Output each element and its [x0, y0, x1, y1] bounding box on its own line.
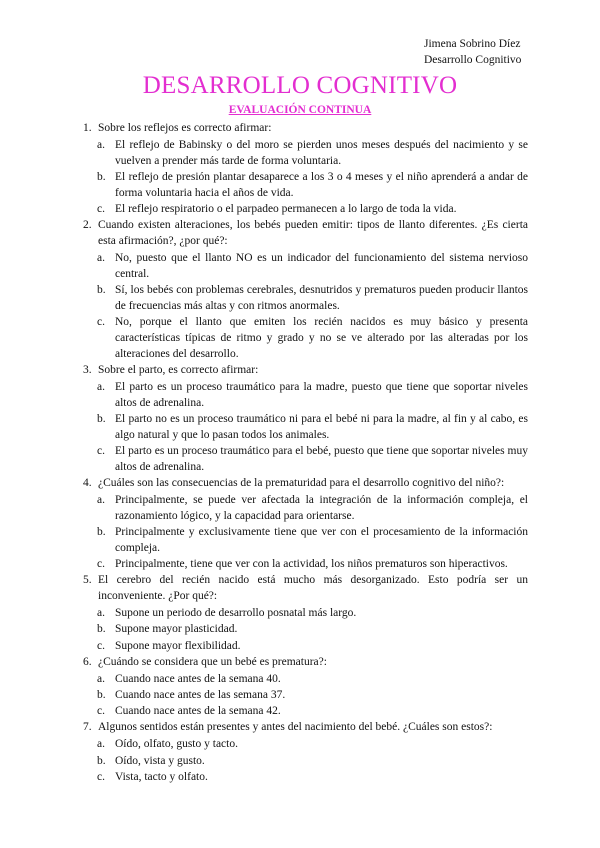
quiz-questions: [83, 121, 528, 786]
option-letter: a.: [97, 606, 105, 619]
option-text: Supone mayor plasticidad.: [115, 623, 238, 636]
option-letter: b.: [97, 623, 106, 636]
subtitle-text: EVALUACIÓN CONTINUA: [228, 104, 372, 116]
option-list: [83, 606, 528, 654]
option-letter: a.: [97, 672, 105, 685]
option-text: Supone un periodo de desarrollo posnatal más largo.: [115, 606, 357, 619]
answer-option: [83, 639, 528, 655]
option-letter: a.: [97, 738, 105, 751]
document-subtitle: [0, 104, 600, 116]
option-text: El reflejo respiratorio o el parpadeo permanecen a lo largo de toda la vida.: [115, 202, 457, 215]
option-letter: a.: [97, 380, 105, 393]
answer-option: [83, 754, 528, 770]
option-list: [83, 380, 528, 476]
answer-option: [83, 525, 528, 557]
option-text: Oído, olfato, gusto y tacto.: [115, 738, 238, 751]
question-number: 1.: [83, 122, 92, 134]
option-text: Vista, tacto y olfato.: [115, 770, 208, 783]
answer-option: [83, 672, 528, 688]
course-name: Desarrollo Cognitivo: [424, 54, 522, 66]
question-item: [83, 218, 528, 250]
option-letter: b.: [97, 170, 106, 183]
option-text: El parto es un proceso traumático para el bebé, puesto que tiene que soportar niveles muy altos de adrenalina.: [115, 444, 528, 473]
option-letter: a.: [97, 138, 105, 151]
option-letter: c.: [97, 705, 105, 718]
option-list: [83, 672, 528, 720]
option-text: Oído, vista y gusto.: [115, 754, 205, 767]
answer-option: [83, 138, 528, 170]
option-text: No, puesto que el llanto NO es un indicador del funcionamiento del sistema nervioso central.: [115, 251, 528, 280]
question-number: 7.: [83, 721, 92, 734]
answer-option: [83, 770, 528, 786]
option-text: El parto no es un proceso traumático ni para el bebé ni para la madre, al fin y al cabo, es algo natural y que lo pasan todos los animales.: [115, 412, 528, 441]
option-text: No, porque el llanto que emiten los recién nacidos es muy básico y presenta características típicas de ritmo y grado y no se ve alterado por las alteradas por los alteraciones del desarrollo.: [115, 316, 528, 360]
question-item: [83, 363, 528, 379]
answer-option: [83, 315, 528, 362]
option-text: El reflejo de Babinsky o del moro se pierden unos meses después del nacimiento y se vuelven a prender más tarde de forma voluntaria.: [115, 138, 528, 167]
option-letter: b.: [97, 412, 106, 425]
option-text: Principalmente y exclusivamente tiene que ver con el procesamiento de la información compleja.: [115, 525, 528, 554]
question-number: 2.: [83, 219, 92, 232]
option-text: Principalmente, tiene que ver con la actividad, los niños prematuros son hiperactivos.: [115, 558, 508, 571]
answer-option: [83, 202, 528, 218]
question-item: [83, 476, 528, 492]
option-letter: c.: [97, 639, 105, 652]
option-text: Supone mayor flexibilidad.: [115, 639, 241, 652]
answer-option: [83, 557, 528, 573]
document-header: [424, 36, 521, 68]
answer-option: [83, 251, 528, 283]
question-text: Sobre los reflejos es correcto afirmar:: [98, 122, 272, 134]
option-text: El reflejo de presión plantar desaparece a los 3 o 4 meses y el niño aprenderá a andar de forma voluntaria hacia el años de vida.: [115, 170, 528, 199]
option-letter: c.: [97, 558, 105, 571]
question-item: [83, 121, 528, 137]
question-text: ¿Cuáles son las consecuencias de la prematuridad para el desarrollo cognitivo del niño?:: [98, 477, 505, 490]
option-letter: a.: [97, 493, 105, 506]
option-letter: c.: [97, 202, 105, 215]
question-number: 4.: [83, 477, 92, 490]
option-letter: b.: [97, 688, 106, 701]
answer-option: [83, 688, 528, 704]
option-letter: c.: [97, 444, 105, 457]
answer-option: [83, 606, 528, 622]
author-name: Jimena Sobrino Díez: [424, 38, 521, 50]
question-text: Sobre el parto, es correcto afirmar:: [98, 363, 259, 376]
option-text: Cuando nace antes de la semana 40.: [115, 672, 281, 685]
question-number: 6.: [83, 655, 92, 668]
option-text: Sí, los bebés con problemas cerebrales, desnutridos y prematuros pueden producir llantos de frecuencias más altas y con ritmos anormales.: [115, 283, 528, 312]
question-item: [83, 720, 528, 736]
document-title: DESARROLLO COGNITIVO: [142, 72, 458, 99]
answer-option: [83, 444, 528, 476]
question-item: [83, 573, 528, 605]
answer-option: [83, 737, 528, 753]
answer-option: [83, 283, 528, 315]
question-number: 3.: [83, 363, 92, 376]
answer-option: [83, 622, 528, 638]
option-letter: c.: [97, 770, 105, 783]
option-text: Principalmente, se puede ver afectada la integración de la información compleja, el razonamiento lógico, y la capacidad para orientarse.: [115, 493, 528, 522]
question-text: Algunos sentidos están presentes y antes del nacimiento del bebé. ¿Cuáles son estos?:: [98, 721, 493, 734]
answer-option: [83, 380, 528, 412]
option-letter: a.: [97, 251, 105, 264]
question-item: [83, 655, 528, 671]
question-text: El cerebro del recién nacido está mucho más desorganizado. Esto podría ser un inconveniente. ¿Por qué?:: [98, 574, 528, 603]
option-letter: b.: [97, 754, 106, 767]
question-text: ¿Cuándo se considera que un bebé es prematura?:: [98, 655, 327, 668]
option-list: [83, 251, 528, 363]
option-letter: c.: [97, 316, 105, 329]
answer-option: [83, 170, 528, 202]
option-text: Cuando nace antes de la semana 42.: [115, 705, 281, 718]
option-list: [83, 737, 528, 785]
option-text: Cuando nace antes de las semana 37.: [115, 688, 286, 701]
option-letter: b.: [97, 283, 106, 296]
answer-option: [83, 493, 528, 525]
option-letter: b.: [97, 525, 106, 538]
option-list: [83, 138, 528, 218]
answer-option: [83, 704, 528, 720]
answer-option: [83, 412, 528, 444]
question-number: 5.: [83, 574, 92, 587]
option-text: El parto es un proceso traumático para la madre, puesto que tiene que soportar niveles altos de adrenalina.: [115, 380, 528, 409]
option-list: [83, 493, 528, 573]
question-text: Cuando existen alteraciones, los bebés pueden emitir: tipos de llanto diferentes. ¿Es cierta esta afirmación?, ¿por qué?:: [98, 219, 528, 248]
